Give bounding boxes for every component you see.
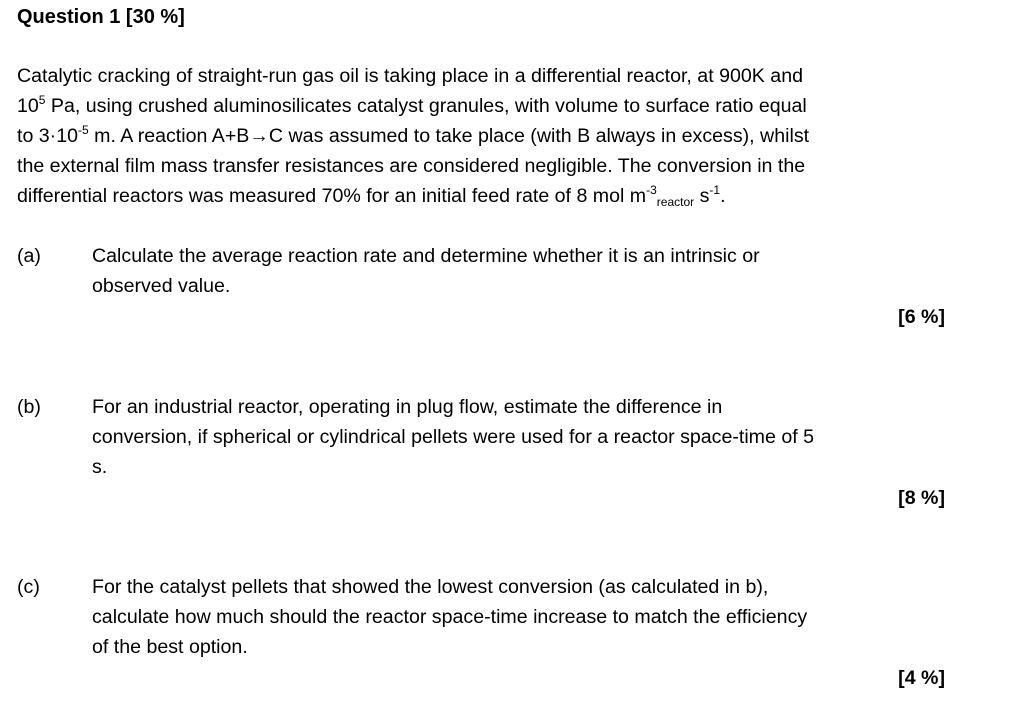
unit-exponent-time: -1 [709,183,721,197]
intro-line-1: Catalytic cracking of straight-run gas oil is taking place in a differential reactor, at 900K and [17,65,803,87]
part-c-line-2: calculate how much should the reactor space-time increase to match the efficiency [92,606,808,628]
part-a [17,241,977,331]
part-c-marks: [4 %] [898,667,945,689]
part-c-text [92,572,952,662]
intro-line-3-text: m. A reaction A+B→C was assumed to take place (with B always in excess), whilst [88,125,810,147]
ratio-exponent: -5 [78,123,89,137]
intro-line-2-text: Pa, using crushed aluminosilicates catalyst granules, with volume to surface ratio equal [45,95,807,117]
part-c [17,572,977,662]
part-a-line-2: observed value. [92,275,231,297]
part-a-marks: [6 %] [898,306,945,328]
unit-exponent-volume: -3 [646,183,657,197]
pressure-base: 10 [17,95,39,117]
part-c-label: (c) [17,576,40,598]
intro-line-4: the external film mass transfer resistances are considered negligible. The conversion in the [17,155,806,177]
intro-line-5-text: differential reactors was measured 70% for an initial feed rate of 8 mol m [17,185,647,207]
part-c-line-1: For the catalyst pellets that showed the lowest conversion (as calculated in b), [92,576,769,598]
unit-subscript-reactor: reactor [656,195,695,209]
part-b-marks: [8 %] [898,487,945,509]
part-b-line-2: conversion, if spherical or cylindrical pellets were used for a reactor space-time of 5 [92,426,815,448]
part-a-text [92,241,952,301]
ratio-base: to 3·10 [17,125,79,147]
part-b-text [92,392,952,482]
unit-seconds: s [694,185,710,207]
question-intro [17,61,957,211]
pressure-exponent: 5 [38,93,46,107]
part-b-label: (b) [17,396,41,418]
part-b [17,392,977,482]
intro-line-2 [17,91,957,121]
part-b-line-1: For an industrial reactor, operating in plug flow, estimate the difference in [92,396,723,418]
part-c-line-3: of the best option. [92,636,248,658]
part-a-label: (a) [17,245,41,267]
intro-line-5-end: . [720,185,726,207]
question-title: Question 1 [30 %] [17,6,185,28]
part-b-line-3: s. [92,456,108,478]
part-a-line-1: Calculate the average reaction rate and determine whether it is an intrinsic or [92,245,760,267]
intro-line-3 [17,121,957,151]
intro-line-5 [17,181,957,211]
